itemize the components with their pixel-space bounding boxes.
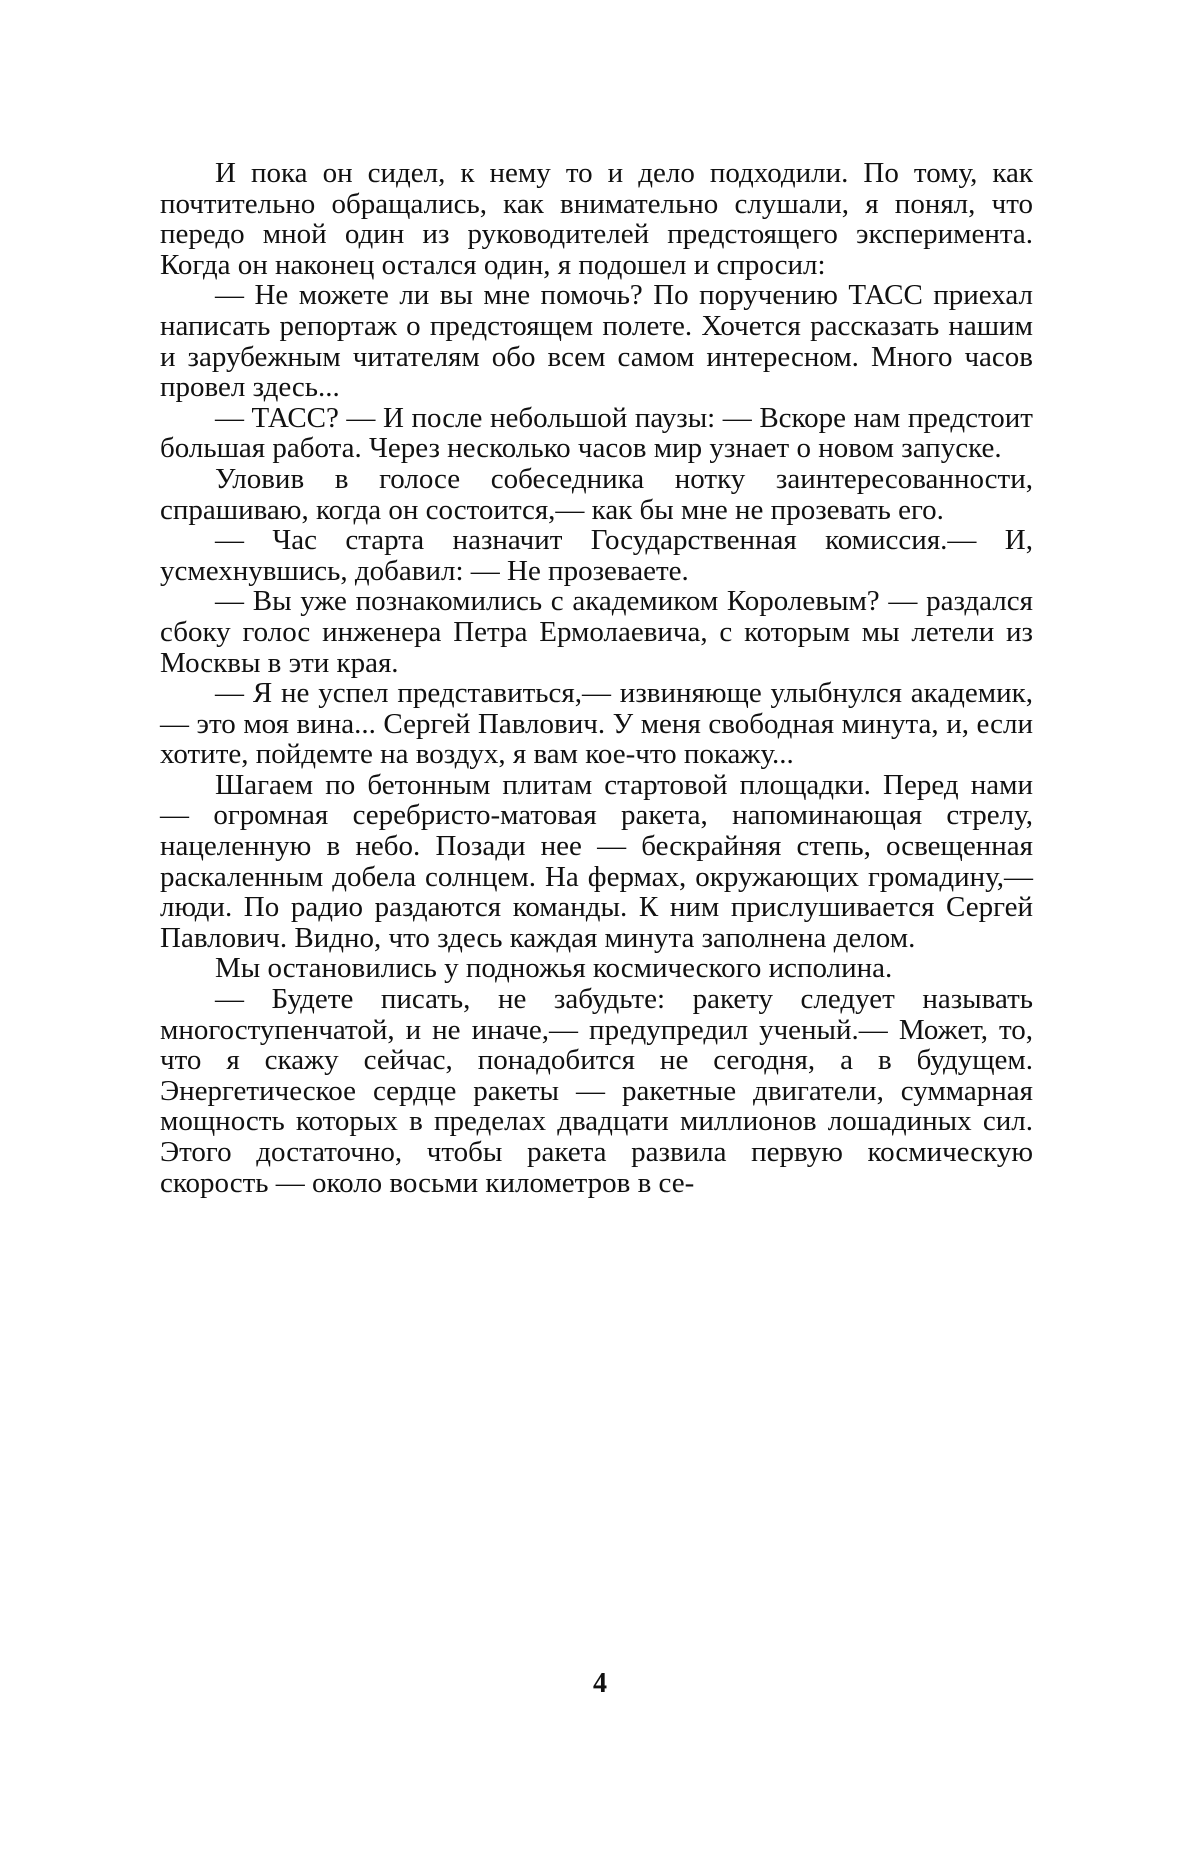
- paragraph: — Будете писать, не забудьте: ракету следует называть многоступенчатой, и не иначе,— предупредил ученый.— Может, то, что я скажу сейчас, понадобится не сегодня, а в будущем. Энергетическое сердце ракеты — ракетные двигатели, суммарная мощность которых в пределах двадцати миллионов лошадиных сил. Этого достаточно, чтобы ракета развила первую космическую скорость — около восьми километров в се-: [160, 983, 1033, 1199]
- book-page-text: [160, 158, 1033, 1198]
- paragraph: И пока он сидел, к нему то и дело подходили. По тому, как почтительно обращались, как внимательно слушали, я понял, что передо мной один из руководителей предстоящего эксперимента. Когда он наконец остался один, я подошел и спросил:: [160, 157, 1033, 281]
- page-number: 4: [593, 1668, 607, 1699]
- paragraph: — Я не успел представиться,— извиняюще улыбнулся академик,— это моя вина... Сергей Павлович. У меня свободная минута, и, если хотите, пойдемте на воздух, я вам кое-что покажу...: [160, 677, 1033, 771]
- paragraph: Мы остановились у подножья космического исполина.: [215, 952, 893, 985]
- paragraph: — Не можете ли вы мне помочь? По поручению ТАСС приехал написать репортаж о предстоящем полете. Хочется рассказать нашим и зарубежным читателям обо всем самом интересном. Много часов провел здесь...: [160, 279, 1033, 404]
- paragraph: — Час старта назначит Государственная комиссия.— И, усмехнувшись, добавил: — Не прозеваете.: [160, 524, 1033, 587]
- paragraph: — Вы уже познакомились с академиком Королевым? — раздался сбоку голос инженера Петра Ермолаевича, с которым мы летели из Москвы в эти края.: [160, 585, 1033, 679]
- paragraph: Уловив в голосе собеседника нотку заинтересованности, спрашиваю, когда он состоится,— как бы мне не прозевать его.: [160, 462, 1033, 526]
- paragraph: — ТАСС? — И после небольшой паузы: — Вскоре нам предстоит большая работа. Через несколько часов мир узнает о новом запуске.: [160, 401, 1033, 465]
- paragraph: Шагаем по бетонным плитам стартовой площадки. Перед нами — огромная серебристо-матовая ракета, напоминающая стрелу, нацеленную в небо. Позади нее — бескрайняя степь, освещенная раскаленным добела солнцем. На фермах, окружающих громадину,— люди. По радио раздаются команды. К ним прислушивается Сергей Павлович. Видно, что здесь каждая минута заполнена делом.: [160, 768, 1033, 954]
